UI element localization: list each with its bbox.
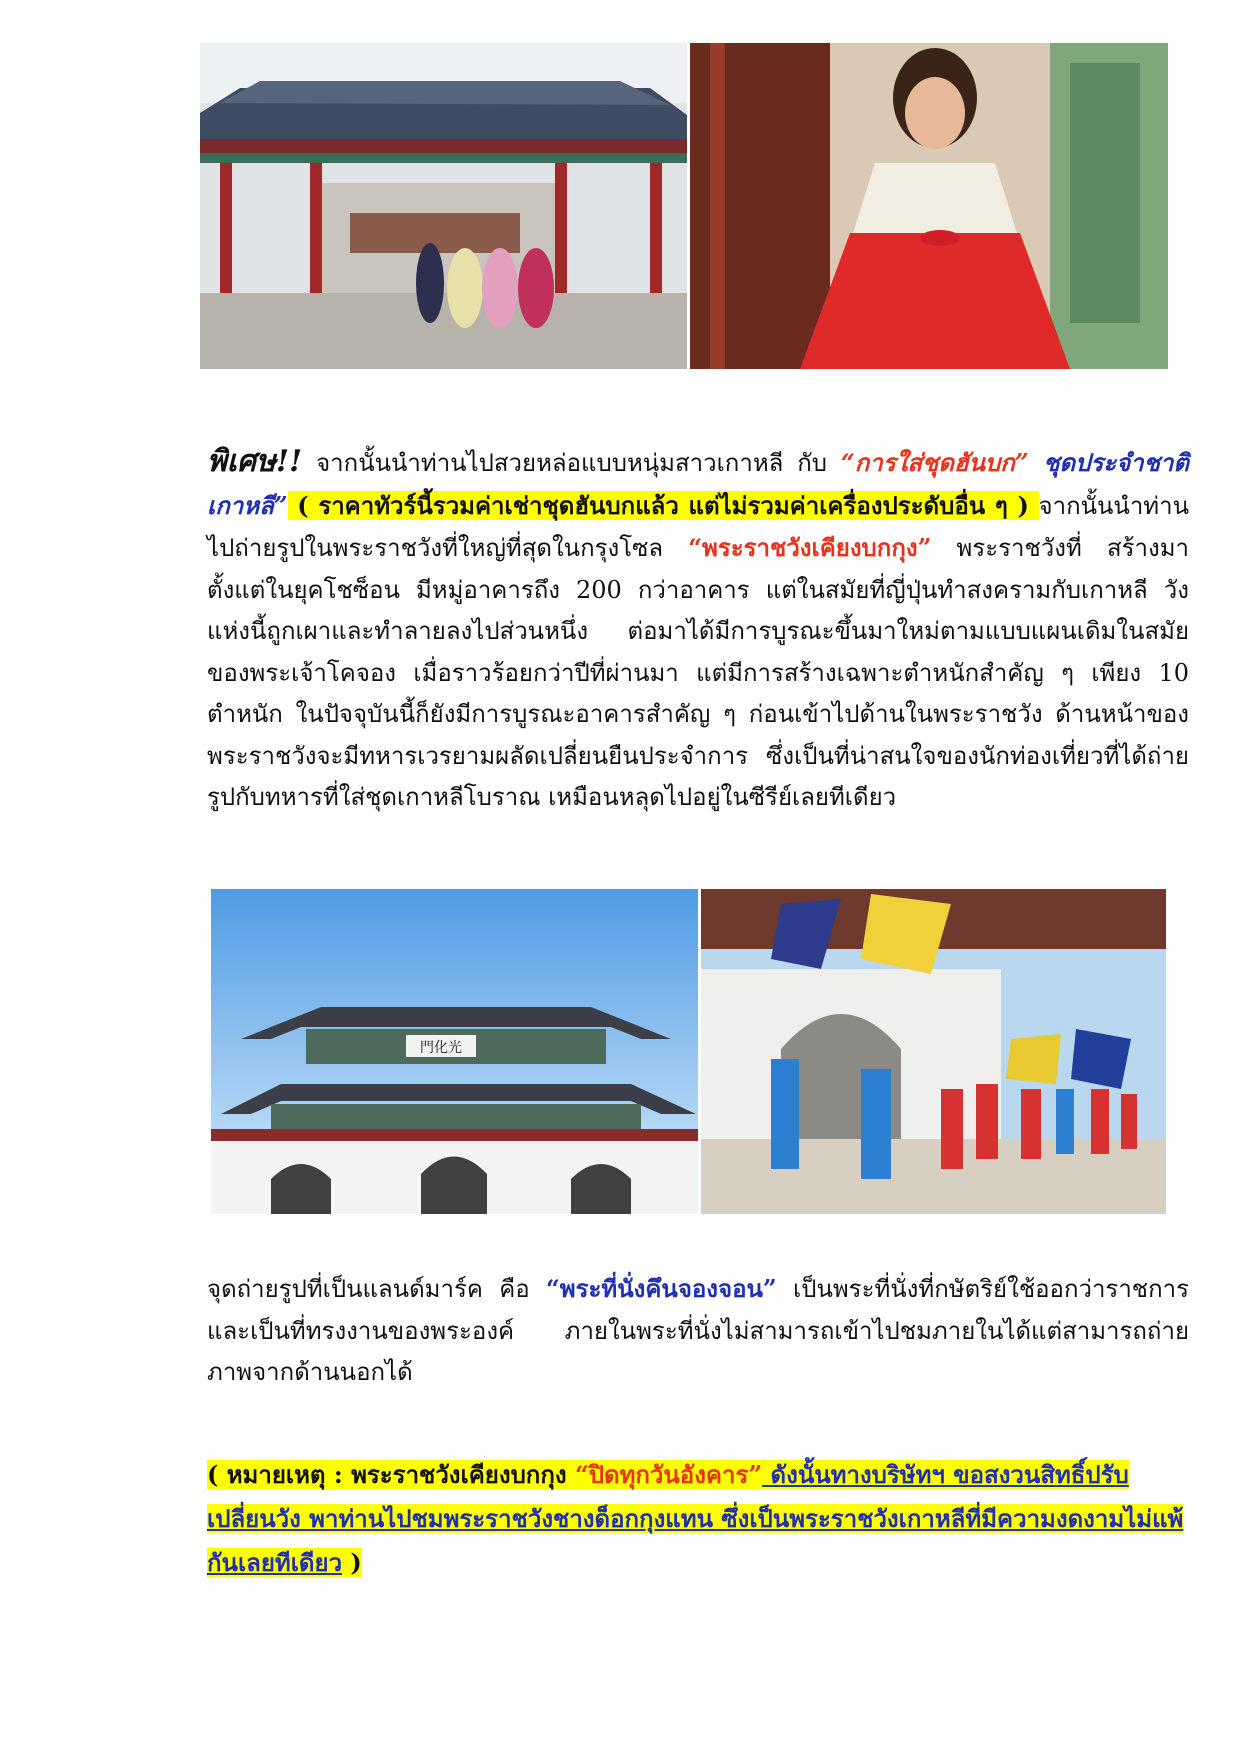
p2-text-1: จุดถ่ายรูปที่เป็นแลนด์มาร์ค คือ (207, 1275, 546, 1303)
special-label: พิเศษ!! (207, 444, 303, 479)
national-dress-text: ชุดประจำชาติเกาหลี” (207, 448, 1189, 520)
p2-text-2: เป็นพระที่นั่งที่กษัตริย์ใช้ออกว่าราชการ และเป็นที่ทรงงานของพระองค์ ภายในพระที่นั่งไม่สามารถเข้าไปชมภายในได้แต่สามารถถ่ายภาพจากด้านนอกได้ (207, 1275, 1189, 1386)
p1-text-2: จากนั้นนำท่านไปถ่ายรูปในพระราชวังที่ใหญ่ที่สุดในกรุงโซล (207, 491, 1189, 562)
royal-guard-ceremony-photo (701, 889, 1166, 1214)
hanbok-palace-paragraph (207, 441, 1189, 819)
price-note: ( ราคาทัวร์นี้รวมค่าเช่าชุดฮันบกแล้ว แต่ไม่รวมค่าเครื่องประดับอื่น ๆ ) (287, 490, 1039, 520)
girl-in-hanbok-photo (690, 43, 1168, 369)
note-text-3: ) (342, 1548, 362, 1577)
palace-name: “พระราชวังเคียงบกกุง” (688, 533, 932, 562)
hanbok-highlight: “การใส่ชุดฮันบก” (840, 448, 1029, 477)
landmark-paragraph (207, 1268, 1189, 1394)
closure-note (207, 1453, 1189, 1585)
note-text-1: ( หมายเหตุ : พระราชวังเคียงบกกุง (207, 1460, 575, 1489)
p1-text-1: จากนั้นนำท่านไปสวยหล่อแบบหนุ่มสาวเกาหลี กับ (302, 449, 841, 477)
throne-hall-name: “พระที่นั่งคึนจองจอน” (546, 1274, 777, 1303)
gate-sign-text: 門化光 (420, 1040, 462, 1056)
gwanghwamun-gate-photo (211, 889, 698, 1214)
palace-gate-hanbok-photo (200, 43, 687, 369)
note-text-2: ดังนั้นทางบริษัทฯ ขอสงวนสิทธิ์ปรับเปลี่ยนวัง พาท่านไปชมพระราชวังชางด็อกกุงแทน ซึ่งเป็นพระราชวังเกาหลีที่มีความงดงามไม่แพ้กันเลยทีเดียว (207, 1460, 1184, 1577)
closed-day: “ปิดทุกวันอังคาร” (574, 1460, 763, 1489)
p1-text-3: พระราชวังที่ สร้างมาตั้งแต่ในยุคโชซ็อน มีหมู่อาคารถึง 200 กว่าอาคาร แต่ในสมัยที่ญี่ปุ่นทำสงครามกับเกาหลี วังแห่งนี้ถูกเผาและทำลายลงไปส่วนหนึ่ง ต่อมาได้มีการบูรณะขึ้นมาใหม่ตามแบบแผนเดิมในสมัยของพระเจ้าโคจอง เมื่อราวร้อยกว่าปีที่ผ่านมา แต่มีการสร้างเฉพาะตำหนักสำคัญ ๆ เพียง 10 ตำหนัก ในปัจจุบันนี้ก็ยังมีการบูรณะอาคารสำคัญ ๆ ก่อนเข้าไปด้านในพระราชวัง ด้านหน้าของพระราชวังจะมีทหารเวรยามผลัดเปลี่ยนยืนประจำการ ซึ่งเป็นที่น่าสนใจของนักท่องเที่ยวที่ได้ถ่ายรูปกับทหารที่ใส่ชุดเกาหลีโบราณ เหมือนหลุดไปอยู่ในซีรีย์เลยทีเดียว (207, 534, 1189, 811)
